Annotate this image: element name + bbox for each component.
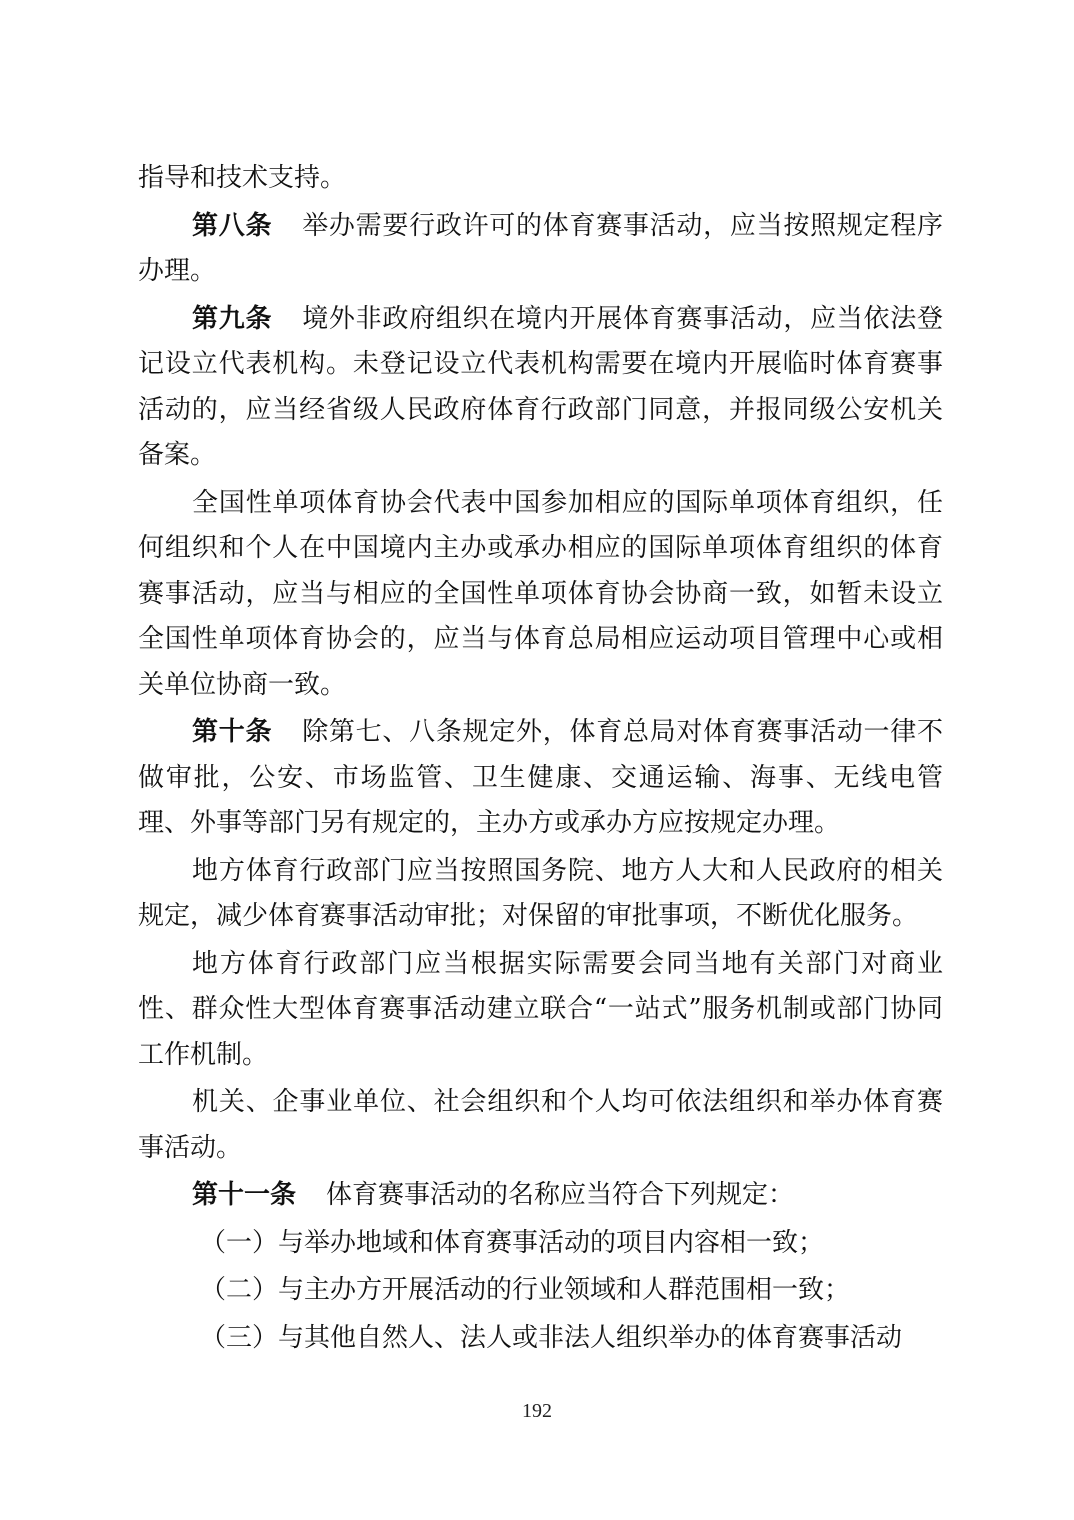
paragraph-text: 地方体育行政部门应当按照国务院、地方人大和人民政府的相关规定，减少体育赛事活动审批；对保留的审批事项，不断优化服务。	[138, 855, 943, 931]
page-number: 192	[522, 1400, 552, 1422]
article-paragraph	[138, 1173, 943, 1221]
document-body	[138, 156, 943, 1363]
article-heading: 第八条	[192, 210, 273, 241]
paragraph	[138, 849, 943, 942]
paragraph-text: 举办需要行政许可的体育赛事活动，应当按照规定程序办理。	[138, 210, 943, 286]
article-heading: 第九条	[192, 303, 273, 334]
article-heading: 第十一条	[192, 1180, 297, 1210]
paragraph-continuation	[138, 156, 943, 204]
paragraph-text: 境外非政府组织在境内开展体育赛事活动，应当依法登记设立代表机构。未登记设立代表机构需要在境内开展临时体育赛事活动的，应当经省级人民政府体育行政部门同意，并报同级公安机关备案。	[138, 303, 943, 470]
article-paragraph	[138, 710, 943, 849]
list-item	[138, 1221, 943, 1269]
paragraph	[138, 481, 943, 711]
paragraph-text: （三）与其他自然人、法人或非法人组织举办的体育赛事活动	[200, 1322, 903, 1353]
paragraph-text: （二）与主办方开展活动的行业领域和人群范围相一致；	[200, 1275, 851, 1305]
article-heading: 第十条	[192, 717, 273, 747]
paragraph-text: 除第七、八条规定外，体育总局对体育赛事活动一律不做审批，公安、市场监管、卫生健康、交通运输、海事、无线电管理、外事等部门另有规定的，主办方或承办方应按规定办理。	[138, 717, 943, 838]
paragraph	[138, 1080, 943, 1173]
article-paragraph	[138, 204, 943, 297]
paragraph-text: （一）与举办地域和体育赛事活动的项目内容相一致；	[200, 1227, 825, 1258]
list-item	[138, 1268, 943, 1316]
paragraph	[138, 942, 943, 1081]
list-item	[138, 1316, 943, 1364]
paragraph-text: 全国性单项体育协会代表中国参加相应的国际单项体育组织，任何组织和个人在中国境内主办或承办相应的国际单项体育组织的体育赛事活动，应当与相应的全国性单项体育协会协商一致，如暂未设立全国性单项体育协会的，应当与体育总局相应运动项目管理中心或相关单位协商一致。	[138, 487, 943, 700]
paragraph-text: 机关、企事业单位、社会组织和个人均可依法组织和举办体育赛事活动。	[138, 1087, 943, 1163]
paragraph-text: 指导和技术支持。	[138, 163, 347, 193]
article-paragraph	[138, 297, 943, 481]
paragraph-text: 体育赛事活动的名称应当符合下列规定：	[326, 1180, 795, 1210]
paragraph-text: 地方体育行政部门应当根据实际需要会同当地有关部门对商业性、群众性大型体育赛事活动建立联合“一站式”服务机制或部门协同工作机制。	[138, 948, 943, 1070]
